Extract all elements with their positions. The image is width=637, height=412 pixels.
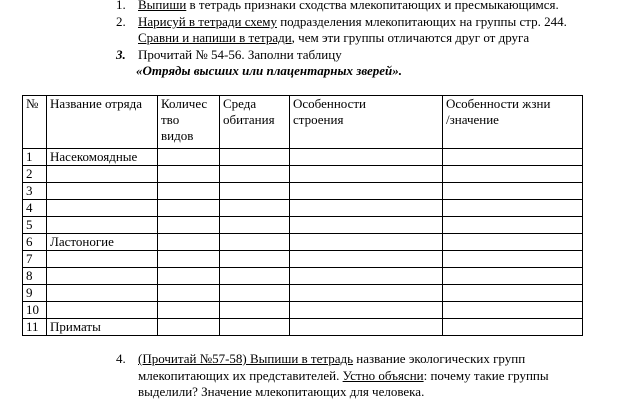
row-number-cell: 3 xyxy=(23,183,47,200)
task-3-number: 3. xyxy=(116,47,126,62)
task-2-rest-2: , чем эти группы отличаются друг от друга xyxy=(291,30,530,45)
empty-cell[interactable] xyxy=(290,302,443,319)
empty-cell[interactable] xyxy=(158,166,220,183)
empty-cell[interactable] xyxy=(158,251,220,268)
header-species-count: Количес тво видов xyxy=(158,96,220,149)
row-number-cell: 1 xyxy=(23,149,47,166)
row-number-cell: 8 xyxy=(23,268,47,285)
empty-cell[interactable] xyxy=(290,234,443,251)
task-1-rest: в тетрадь признаки сходства млекопитающих и пресмыкающимся. xyxy=(186,0,559,12)
empty-cell[interactable] xyxy=(290,183,443,200)
empty-cell[interactable] xyxy=(290,217,443,234)
task-1-number: 1. xyxy=(116,0,126,12)
empty-cell[interactable] xyxy=(158,234,220,251)
empty-cell[interactable] xyxy=(443,251,583,268)
task-2-line-2 xyxy=(138,30,529,46)
task-1-text xyxy=(138,0,559,13)
task-2-action: Нарисуй в тетради схему xyxy=(138,14,277,29)
table-header-row xyxy=(23,96,583,149)
row-number-cell: 7 xyxy=(23,251,47,268)
task-4-line-2 xyxy=(138,368,549,384)
order-name-cell[interactable] xyxy=(47,200,158,217)
header-number: № xyxy=(23,96,47,149)
empty-cell[interactable] xyxy=(220,319,290,336)
empty-cell[interactable] xyxy=(290,268,443,285)
empty-cell[interactable] xyxy=(158,183,220,200)
header-life-features: Особенности жзни /значение xyxy=(443,96,583,149)
table-title: «Отряды высших или плацентарных зверей». xyxy=(136,63,402,78)
empty-cell[interactable] xyxy=(443,285,583,302)
empty-cell[interactable] xyxy=(443,183,583,200)
order-name-cell[interactable] xyxy=(47,302,158,319)
task-2-action-2: Сравни и напиши в тетради xyxy=(138,30,292,45)
task-4-number: 4. xyxy=(116,351,126,366)
task-4-part-a: млекопитающих их представителей. xyxy=(138,368,343,383)
table-row xyxy=(23,268,583,285)
task-2-number: 2. xyxy=(116,14,126,29)
empty-cell[interactable] xyxy=(220,234,290,251)
empty-cell[interactable] xyxy=(158,217,220,234)
empty-cell[interactable] xyxy=(290,149,443,166)
table-row xyxy=(23,285,583,302)
order-name-cell[interactable] xyxy=(47,251,158,268)
order-name-cell[interactable] xyxy=(47,166,158,183)
header-order-name: Название отряда xyxy=(47,96,158,149)
table-row xyxy=(23,166,583,183)
orders-table xyxy=(22,95,583,336)
empty-cell[interactable] xyxy=(220,166,290,183)
empty-cell[interactable] xyxy=(220,302,290,319)
empty-cell[interactable] xyxy=(220,251,290,268)
order-name-cell[interactable]: Насекомоядные xyxy=(47,149,158,166)
row-number-cell: 10 xyxy=(23,302,47,319)
task-4-rest: название экологических групп xyxy=(353,351,526,366)
empty-cell[interactable] xyxy=(158,149,220,166)
table-row xyxy=(23,319,583,336)
order-name-cell[interactable]: Приматы xyxy=(47,319,158,336)
empty-cell[interactable] xyxy=(443,302,583,319)
empty-cell[interactable] xyxy=(290,166,443,183)
task-1-action: Выпиши xyxy=(138,0,187,12)
header-habitat: Среда обитания xyxy=(220,96,290,149)
empty-cell[interactable] xyxy=(220,149,290,166)
empty-cell[interactable] xyxy=(158,319,220,336)
row-number-cell: 5 xyxy=(23,217,47,234)
empty-cell[interactable] xyxy=(220,217,290,234)
empty-cell[interactable] xyxy=(158,302,220,319)
task-3-text: Прочитай № 54-56. Заполни таблицу xyxy=(138,47,342,62)
order-name-cell[interactable]: Ластоногие xyxy=(47,234,158,251)
row-number-cell: 4 xyxy=(23,200,47,217)
table-row xyxy=(23,251,583,268)
header-structure: Особенности строения xyxy=(290,96,443,149)
row-number-cell: 2 xyxy=(23,166,47,183)
empty-cell[interactable] xyxy=(443,166,583,183)
task-4-action: (Прочитай №57-58) Выпиши в тетрадь xyxy=(138,351,354,366)
empty-cell[interactable] xyxy=(290,251,443,268)
order-name-cell[interactable] xyxy=(47,285,158,302)
task-2-line-1 xyxy=(138,14,567,30)
empty-cell[interactable] xyxy=(220,285,290,302)
empty-cell[interactable] xyxy=(158,200,220,217)
empty-cell[interactable] xyxy=(158,285,220,302)
task-4-line-3: выделили? Значение млекопитающих для человека. xyxy=(138,384,425,399)
empty-cell[interactable] xyxy=(443,149,583,166)
row-number-cell: 6 xyxy=(23,234,47,251)
table-row xyxy=(23,149,583,166)
empty-cell[interactable] xyxy=(158,268,220,285)
empty-cell[interactable] xyxy=(220,200,290,217)
empty-cell[interactable] xyxy=(220,268,290,285)
order-name-cell[interactable] xyxy=(47,217,158,234)
row-number-cell: 9 xyxy=(23,285,47,302)
table-body xyxy=(23,149,583,336)
table-row xyxy=(23,302,583,319)
empty-cell[interactable] xyxy=(443,200,583,217)
task-2-rest: подразделения млекопитающих на группы стр. 244. xyxy=(276,14,567,29)
empty-cell[interactable] xyxy=(443,319,583,336)
task-4-line-1 xyxy=(138,351,525,367)
empty-cell[interactable] xyxy=(443,268,583,285)
empty-cell[interactable] xyxy=(290,200,443,217)
table-row xyxy=(23,234,583,251)
table-row xyxy=(23,183,583,200)
task-4-part-c: : почему такие группы xyxy=(423,368,549,383)
table-row xyxy=(23,200,583,217)
empty-cell[interactable] xyxy=(220,183,290,200)
empty-cell[interactable] xyxy=(443,234,583,251)
empty-cell[interactable] xyxy=(290,285,443,302)
empty-cell[interactable] xyxy=(443,217,583,234)
order-name-cell[interactable] xyxy=(47,268,158,285)
order-name-cell[interactable] xyxy=(47,183,158,200)
task-4-part-b: Устно объясни xyxy=(342,368,424,383)
empty-cell[interactable] xyxy=(290,319,443,336)
table-row xyxy=(23,217,583,234)
row-number-cell: 11 xyxy=(23,319,47,336)
